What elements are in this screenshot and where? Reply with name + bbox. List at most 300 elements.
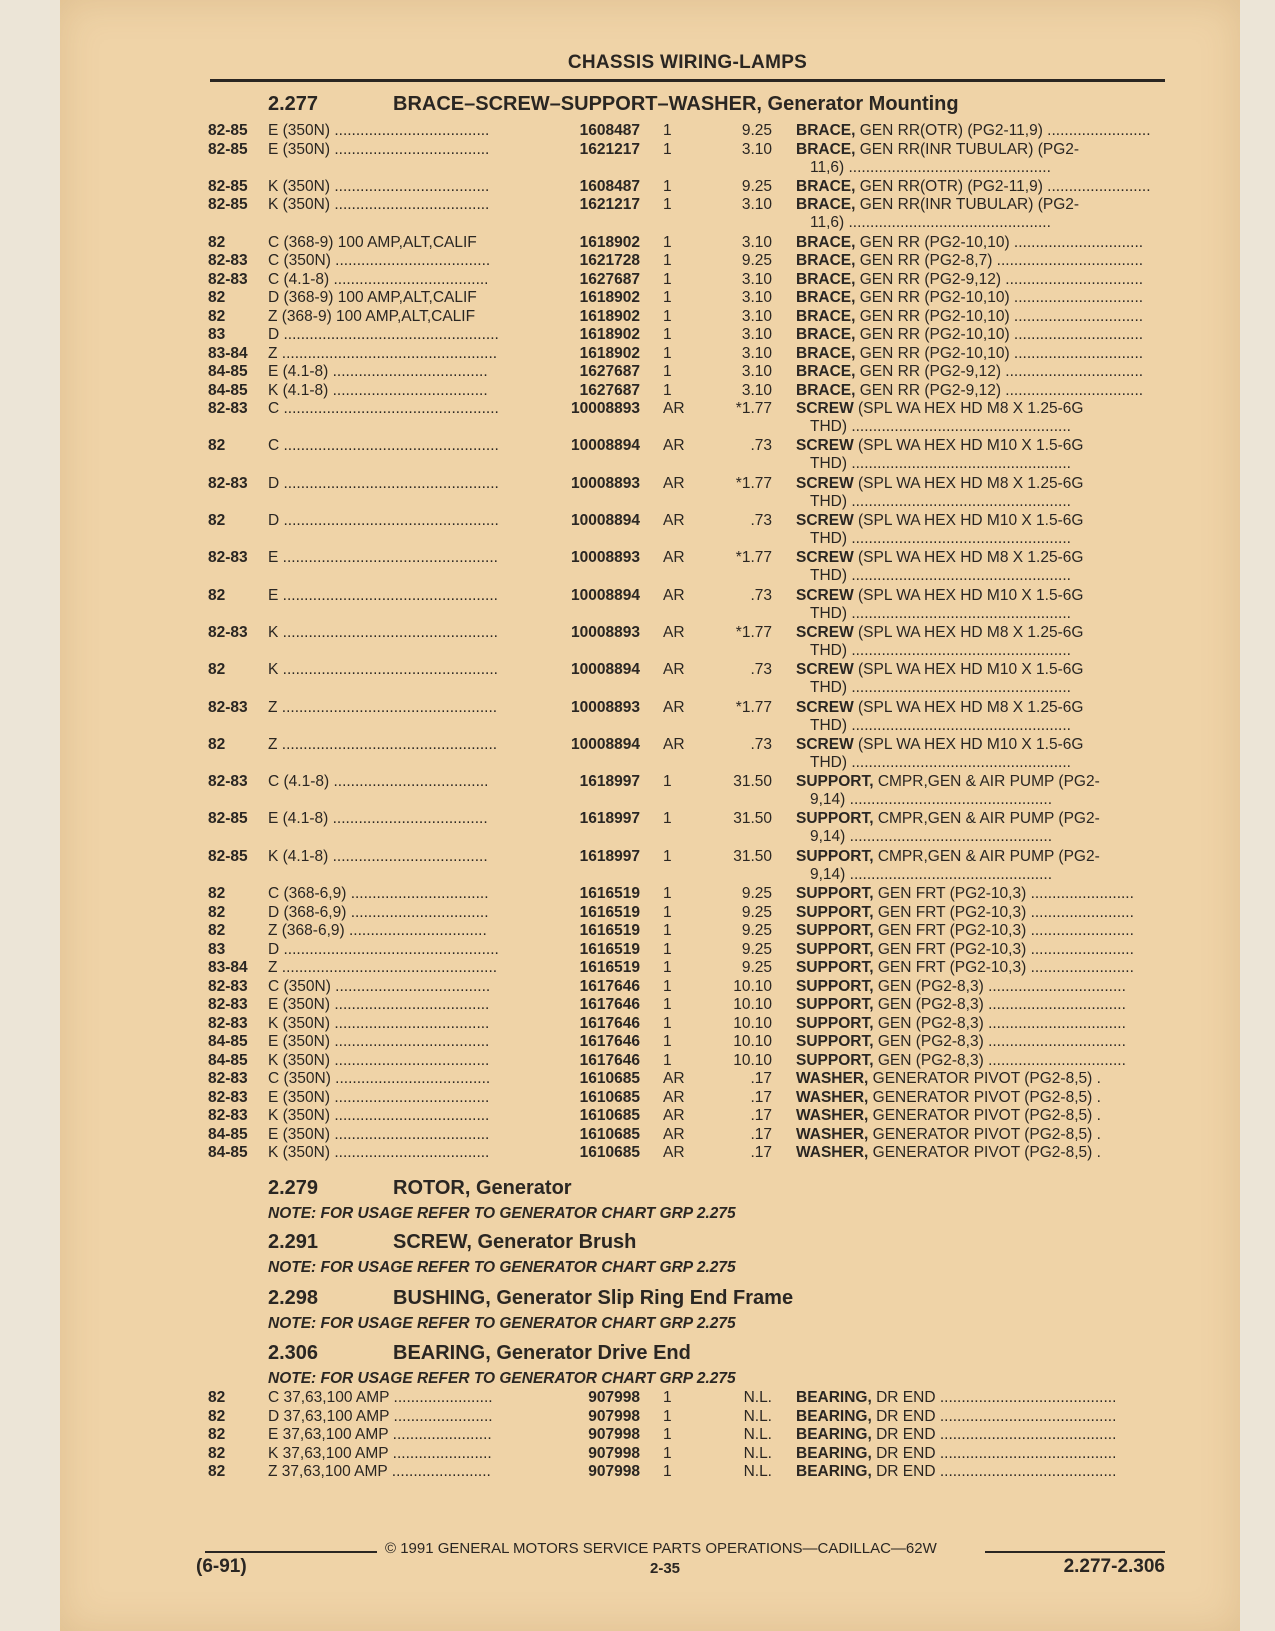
model-year: 82 [208,512,226,529]
model-year: 82-83 [208,1088,248,1106]
model-year: 82 [208,885,226,902]
part-type: SCREW [796,400,854,418]
table-row [0,178,1275,197]
engine-code: K (350N) .................................... [268,1051,490,1069]
part-description [796,1445,1166,1463]
part-description-continued: 9,14) ............................................... [810,865,1053,883]
quantity: AR [663,661,685,679]
part-detail: GEN (PG2-8,3) ................................ [873,1014,1126,1032]
part-type: BRACE, [796,196,856,214]
section-note-2279: NOTE: FOR USAGE REFER TO GENERATOR CHART GRP 2.275 [268,1205,736,1222]
engine-code: E (350N) .................................... [268,1125,490,1143]
part-description [796,1052,1166,1070]
engine-code: C (368-9) 100 AMP,ALT,CALIF [268,233,477,251]
part-number: 1616519 [579,885,640,902]
part-number: 1610685 [579,1125,640,1143]
part-number: 1618997 [579,810,640,828]
part-description [796,512,1166,530]
part-detail: GEN RR(OTR) (PG2-11,9) ........................ [855,177,1151,195]
quantity: AR [663,474,685,492]
part-detail: (SPL WA HEX HD M8 X 1.25-6G [853,698,1084,716]
quantity: AR [663,1107,685,1124]
part-description-continued: THD) ................................................... [810,455,1071,473]
engine-code: K .................................................. [268,661,498,679]
table-row [0,196,1275,232]
part-type: SUPPORT, [796,1051,874,1069]
list-price: N.L. [743,1426,772,1443]
table-row [0,1052,1275,1071]
part-type: SCREW [796,623,854,641]
engine-code: K (350N) .................................... [268,177,490,195]
model-year: 82 [208,1389,226,1406]
table-row [0,996,1275,1015]
section-number: 2.306 [268,1342,319,1364]
part-description [796,1070,1166,1088]
table-row [0,623,1275,659]
section-name-bold: BEARING, [393,1342,491,1364]
list-price: N.L. [743,1444,772,1462]
section-heading-2298 [268,1287,793,1310]
part-number: 1616519 [579,903,640,921]
model-year: 82-83 [208,270,248,288]
quantity: AR [663,698,685,716]
section-name-bold: BRACE–SCREW–SUPPORT–WASHER, [393,93,762,115]
table-row [0,922,1275,941]
model-year: 82-85 [208,177,248,195]
list-price: 3.10 [741,233,772,251]
quantity: AR [663,1125,685,1143]
part-detail: DR END ......................................... [871,1426,1117,1443]
table-row [0,252,1275,271]
part-number: 10008894 [571,661,640,679]
part-type: BRACE, [796,307,856,325]
section-number: 2.279 [268,1177,319,1199]
quantity: 1 [663,1426,672,1443]
part-type: BRACE, [796,381,856,399]
list-price: 10.10 [733,996,772,1013]
part-description-continued: THD) ................................................... [810,492,1071,510]
part-description [796,922,1166,940]
model-year: 82-83 [208,1070,248,1087]
model-year: 82 [208,1426,226,1443]
part-type: WASHER, [796,1144,869,1161]
section-name-rest: Generator [470,1177,572,1199]
quantity: 1 [663,1014,672,1032]
quantity: AR [663,623,685,641]
engine-code: Z .................................................. [268,735,498,753]
part-detail: GEN RR (PG2-10,10) .............................. [855,233,1144,251]
part-detail: GEN FRT (PG2-10,3) ........................ [873,940,1134,958]
part-description [796,773,1166,791]
part-description [796,848,1166,866]
quantity: 1 [663,996,672,1013]
quantity: AR [663,549,685,567]
list-price: *1.77 [735,549,772,567]
quantity: 1 [663,959,672,976]
part-type: BRACE, [796,177,856,195]
part-number: 1618997 [579,773,640,791]
quantity: 1 [663,326,672,344]
part-description [796,196,1166,214]
part-description [796,1408,1166,1426]
list-price: N.L. [743,1389,772,1406]
part-description [796,959,1166,977]
part-description [796,1389,1166,1407]
part-type: BRACE, [796,326,856,344]
part-description [796,1089,1166,1107]
part-type: BRACE, [796,344,856,362]
section-name-rest: Generator Drive End [490,1342,691,1364]
list-price: 10.10 [733,977,772,995]
table-row [0,1426,1275,1445]
list-price: 31.50 [733,810,772,828]
part-type: SCREW [796,474,854,492]
quantity: AR [663,735,685,753]
table-row [0,326,1275,345]
part-description [796,400,1166,418]
table-row [0,810,1275,846]
model-year: 82-83 [208,1107,248,1124]
part-description [796,941,1166,959]
part-detail: GEN RR (PG2-10,10) .............................. [855,289,1144,307]
part-detail: (SPL WA HEX HD M8 X 1.25-6G [853,474,1084,492]
section-number: 2.298 [268,1287,319,1309]
list-price: .73 [750,735,772,753]
engine-code: C .................................................. [268,437,499,455]
part-type: WASHER, [796,1107,869,1124]
part-number: 10008894 [571,437,640,455]
quantity: 1 [663,940,672,958]
part-description [796,699,1166,717]
model-year: 83-84 [208,344,248,362]
quantity: 1 [663,140,672,158]
section-name-rest: Generator Mounting [761,93,959,115]
table-row [0,289,1275,308]
part-type: BRACE, [796,289,856,307]
section-heading-2279 [268,1177,572,1200]
table-row [0,978,1275,997]
list-price: 3.10 [741,344,772,362]
part-description [796,736,1166,754]
part-detail: (SPL WA HEX HD M8 X 1.25-6G [853,623,1084,641]
part-number: 1608487 [579,177,640,195]
part-detail: GEN RR (PG2-9,12) ................................ [855,381,1144,399]
model-year: 82 [208,1463,226,1480]
part-description-continued: THD) ................................................... [810,418,1071,436]
model-year: 82-83 [208,252,248,270]
table-row [0,437,1275,473]
table-row [0,363,1275,382]
model-year: 82-85 [208,847,248,865]
part-number: 1621217 [579,196,640,214]
engine-code: K (350N) .................................... [268,1014,490,1032]
part-number: 1617646 [579,977,640,995]
engine-code: D 37,63,100 AMP ....................... [268,1407,493,1425]
part-type: SUPPORT, [796,1033,874,1050]
list-price: 3.10 [741,196,772,214]
model-year: 82 [208,1444,226,1462]
part-number: 10008893 [571,400,640,418]
part-type: SUPPORT, [796,940,874,958]
list-price: .73 [750,512,772,529]
part-number: 1616519 [579,959,640,976]
part-type: SUPPORT, [796,977,874,995]
part-type: SUPPORT, [796,959,874,976]
part-description-continued: THD) ................................................... [810,716,1071,734]
part-type: BEARING, [796,1389,872,1406]
quantity: AR [663,437,685,455]
part-number: 1616519 [579,940,640,958]
part-description [796,1126,1166,1144]
table-row [0,1070,1275,1089]
table-row [0,959,1275,978]
quantity: 1 [663,177,672,195]
part-description-continued: THD) ................................................... [810,641,1071,659]
quantity: 1 [663,122,672,139]
table-row [0,847,1275,883]
list-price: 3.10 [741,289,772,307]
part-number: 1627687 [579,270,640,288]
part-number: 1627687 [579,381,640,399]
part-detail: GEN FRT (PG2-10,3) ........................ [873,885,1134,902]
part-number: 1616519 [579,922,640,939]
part-type: SCREW [796,735,854,753]
part-description [796,437,1166,455]
part-description [796,1015,1166,1033]
model-year: 82-83 [208,474,248,492]
part-type: SUPPORT, [796,903,874,921]
table-row [0,549,1275,585]
part-detail: (SPL WA HEX HD M8 X 1.25-6G [853,400,1084,418]
part-detail: GEN (PG2-8,3) ................................ [873,1051,1126,1069]
part-description [796,587,1166,605]
part-detail: GENERATOR PIVOT (PG2-8,5) . [868,1125,1101,1143]
quantity: 1 [663,1051,672,1069]
part-detail: GEN RR(INR TUBULAR) (PG2- [855,140,1080,158]
quantity: 1 [663,810,672,828]
model-year: 82 [208,233,226,251]
engine-code: K (350N) .................................... [268,1107,490,1124]
engine-code: C (350N) .................................... [268,977,491,995]
part-type: SUPPORT, [796,773,874,791]
quantity: 1 [663,773,672,791]
table-row [0,1089,1275,1108]
list-price: N.L. [743,1463,772,1480]
engine-code: Z .................................................. [268,698,498,716]
part-description [796,810,1166,828]
list-price: 9.25 [741,940,772,958]
engine-code: D .................................................. [268,474,499,492]
list-price: 3.10 [741,270,772,288]
section-note-2291: NOTE: FOR USAGE REFER TO GENERATOR CHART GRP 2.275 [268,1259,736,1276]
model-year: 82 [208,903,226,921]
quantity: 1 [663,1389,672,1406]
part-detail: GEN RR(INR TUBULAR) (PG2- [855,196,1080,214]
model-year: 82-83 [208,977,248,995]
part-description [796,1426,1166,1444]
part-detail: DR END ......................................... [871,1389,1117,1406]
quantity: AR [663,512,685,529]
table-row [0,1445,1275,1464]
quantity: AR [663,400,685,418]
model-year: 82-85 [208,196,248,214]
part-type: SCREW [796,661,854,679]
quantity: 1 [663,1444,672,1462]
part-description-continued: THD) ................................................... [810,679,1071,697]
list-price: 9.25 [741,122,772,139]
part-type: SCREW [796,586,854,604]
section-name-bold: ROTOR, [393,1177,471,1199]
part-description [796,326,1166,344]
engine-code: C (350N) .................................... [268,1070,491,1087]
part-description [796,475,1166,493]
model-year: 82 [208,661,226,679]
part-number: 1618902 [579,307,640,325]
part-detail: (SPL WA HEX HD M10 X 1.5-6G [853,586,1084,604]
footer-group-range: 2.277-2.306 [1063,1556,1165,1577]
part-type: WASHER, [796,1125,869,1143]
quantity: 1 [663,233,672,251]
quantity: 1 [663,344,672,362]
engine-code: Z 37,63,100 AMP ....................... [268,1463,491,1480]
quantity: 1 [663,381,672,399]
part-type: WASHER, [796,1070,869,1087]
part-description [796,624,1166,642]
section-number: 2.277 [268,93,319,115]
table-row [0,345,1275,364]
part-type: BEARING, [796,1463,872,1480]
part-detail: GEN RR (PG2-8,7) .................................. [855,252,1144,270]
part-type: SUPPORT, [796,1014,874,1032]
part-number: 1617646 [579,1033,640,1050]
part-number: 1618902 [579,289,640,307]
engine-code: E (350N) .................................... [268,140,490,158]
part-description-continued: THD) ................................................... [810,567,1071,585]
part-detail: GEN FRT (PG2-10,3) ........................ [873,922,1134,939]
quantity: 1 [663,885,672,902]
model-year: 82-85 [208,140,248,158]
part-detail: (SPL WA HEX HD M8 X 1.25-6G [853,549,1084,567]
table-row [0,271,1275,290]
model-year: 82-83 [208,400,248,418]
model-year: 84-85 [208,1144,248,1161]
engine-code: Z .................................................. [268,344,498,362]
part-number: 1627687 [579,363,640,381]
quantity: 1 [663,289,672,307]
table-row [0,698,1275,734]
list-price: 9.25 [741,177,772,195]
model-year: 82-83 [208,773,248,791]
list-price: 10.10 [733,1033,772,1050]
list-price: .73 [750,437,772,455]
part-number: 907998 [588,1389,640,1406]
model-year: 82 [208,922,226,939]
part-type: BRACE, [796,252,856,270]
part-description [796,1144,1166,1162]
quantity: 1 [663,1033,672,1050]
list-price: 3.10 [741,326,772,344]
part-type: BRACE, [796,270,856,288]
model-year: 83 [208,940,226,958]
part-detail: GEN RR (PG2-10,10) .............................. [855,307,1144,325]
part-description [796,1033,1166,1051]
part-detail: CMPR,GEN & AIR PUMP (PG2- [873,847,1100,865]
part-description-continued: 11,6) ............................................... [810,158,1051,176]
part-detail: GEN FRT (PG2-10,3) ........................ [873,903,1134,921]
part-number: 1618902 [579,326,640,344]
engine-code: Z (368-9) 100 AMP,ALT,CALIF [268,307,476,325]
part-detail: GEN (PG2-8,3) ................................ [873,996,1126,1013]
part-type: SUPPORT, [796,810,874,828]
part-description [796,308,1166,326]
quantity: 1 [663,847,672,865]
model-year: 82 [208,1407,226,1425]
model-year: 84-85 [208,1125,248,1143]
model-year: 83 [208,326,226,344]
part-description [796,1107,1166,1125]
model-year: 82-85 [208,810,248,828]
part-description [796,978,1166,996]
quantity: 1 [663,903,672,921]
table-row [0,140,1275,176]
table-row [0,1033,1275,1052]
part-number: 907998 [588,1463,640,1480]
list-price: .17 [750,1144,772,1161]
part-type: SUPPORT, [796,885,874,902]
part-number: 907998 [588,1444,640,1462]
section-heading-2291 [268,1231,636,1254]
list-price: *1.77 [735,400,772,418]
part-description [796,289,1166,307]
part-number: 1618902 [579,344,640,362]
part-detail: DR END ......................................... [871,1444,1117,1462]
part-number: 1617646 [579,1051,640,1069]
table-row [0,885,1275,904]
table-row [0,941,1275,960]
part-type: BRACE, [796,140,856,158]
part-description [796,271,1166,289]
part-description [796,252,1166,270]
part-description [796,234,1166,252]
part-description [796,885,1166,903]
part-description [796,1463,1166,1481]
list-price: *1.77 [735,698,772,716]
engine-code: K (4.1-8) .................................... [268,847,488,865]
list-price: 3.10 [741,381,772,399]
part-type: SUPPORT, [796,922,874,939]
footer-rule-right [985,1551,1165,1553]
quantity: 1 [663,363,672,381]
table-row [0,234,1275,253]
part-type: BRACE, [796,122,856,139]
quantity: 1 [663,922,672,939]
list-price: 31.50 [733,773,772,791]
part-description [796,122,1166,140]
part-detail: GEN RR (PG2-10,10) .............................. [855,326,1144,344]
part-type: SUPPORT, [796,996,874,1013]
quantity: 1 [663,196,672,214]
table-row [0,773,1275,809]
section-heading-2306 [268,1342,691,1365]
model-year: 84-85 [208,1033,248,1050]
engine-code: E (350N) .................................... [268,996,490,1013]
list-price: 3.10 [741,307,772,325]
engine-code: D .................................................. [268,512,499,529]
part-detail: GEN FRT (PG2-10,3) ........................ [873,959,1134,976]
part-number: 1621217 [579,140,640,158]
list-price: 3.10 [741,363,772,381]
engine-code: C 37,63,100 AMP ....................... [268,1389,493,1406]
